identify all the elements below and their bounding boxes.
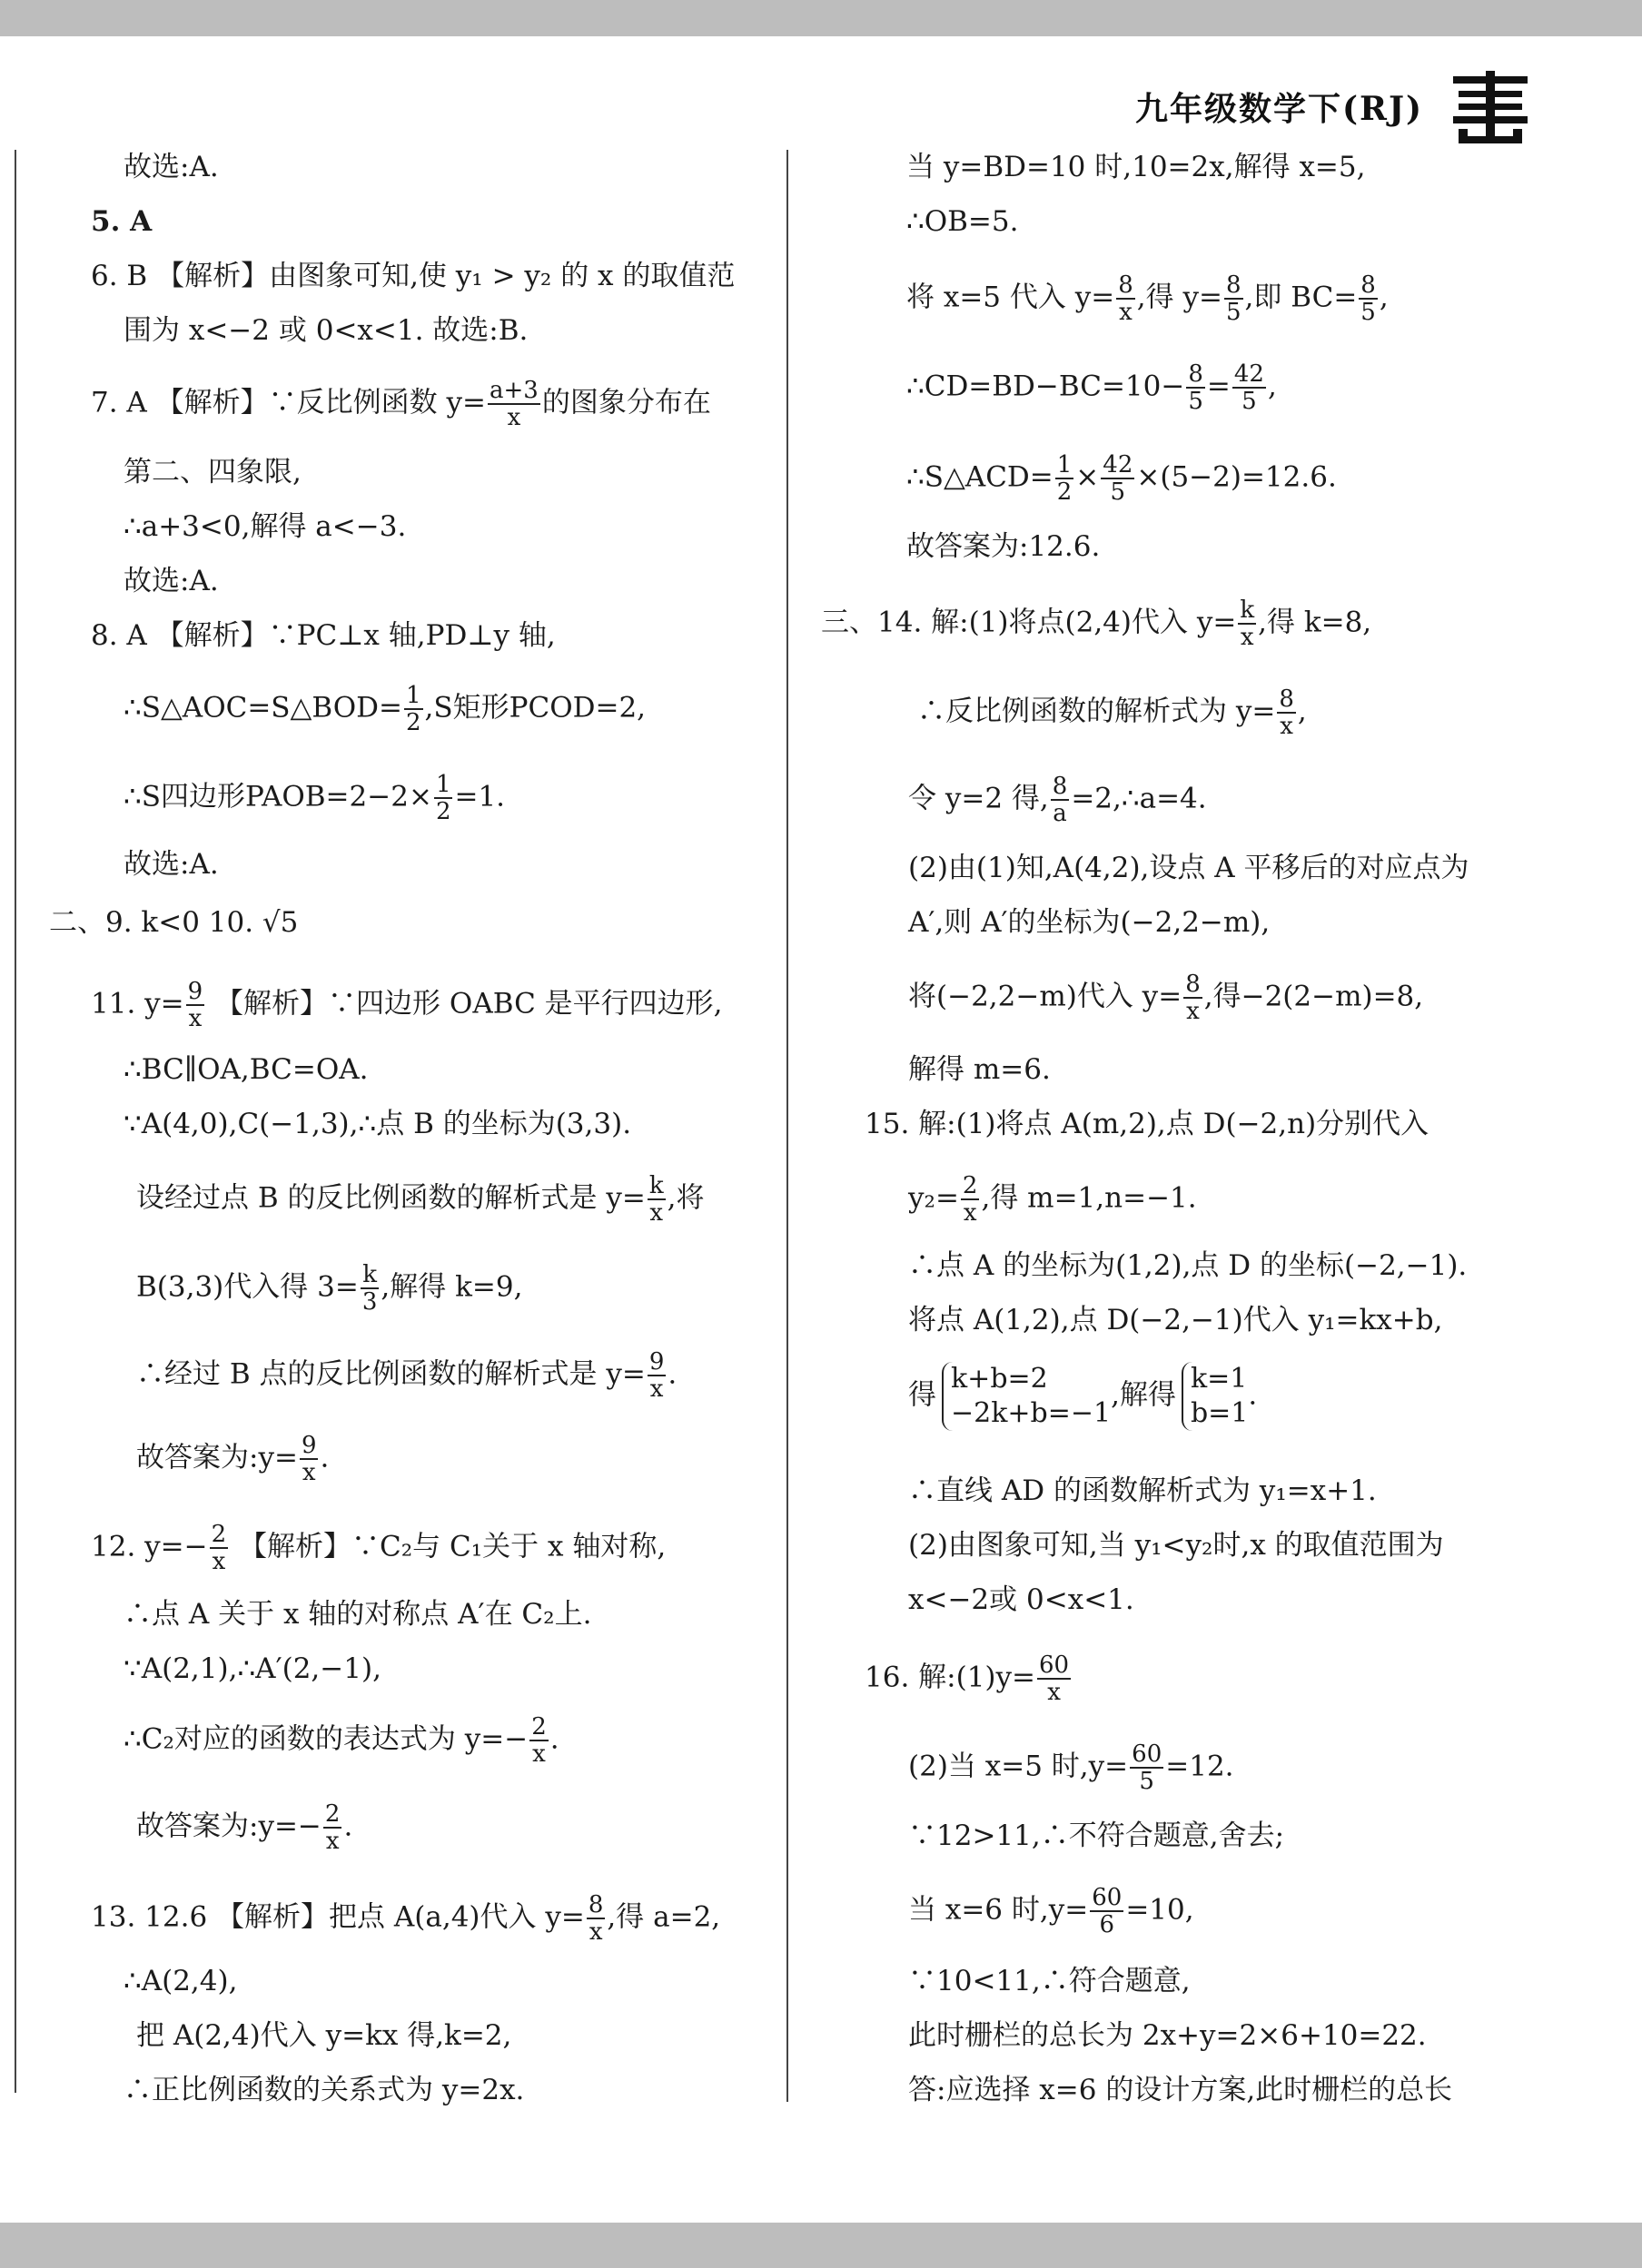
text-line: B(3,3)代入得 3= $\frac{k}{3}$ ,解得 k=9, [136, 1261, 523, 1316]
text-line: ∴C₂对应的函数的表达式为 y=− $\frac{2}{x}$ . [124, 1713, 559, 1768]
answer-13: 13. 12.6 【解析】把点 A(a,4)代入 y= $\frac{8}{x}$ ,得 a=2, [91, 1891, 721, 1946]
text-line: ∴点 A 的坐标为(1,2),点 D 的坐标(−2,−1). [908, 1249, 1468, 1282]
text-line: (2)当 x=5 时,y= $\frac{60}{5}$ =12. [908, 1740, 1234, 1795]
answer-6: 6. B 【解析】由图象可知,使 y₁ > y₂ 的 x 的取值范 [91, 260, 736, 292]
text-line: ∴a+3<0,解得 a<−3. [124, 510, 407, 543]
text-line: y₂= $\frac{2}{x}$ ,得 m=1,n=−1. [908, 1172, 1197, 1227]
fraction: $\frac{a+3}{x}$ [490, 377, 539, 431]
text-line: 故选:A. [124, 565, 219, 597]
text-line: 解得 m=6. [908, 1053, 1051, 1086]
answer-8: 8. A 【解析】∵PC⊥x 轴,PD⊥y 轴, [91, 619, 556, 652]
text-line: 设经过点 B 的反比例函数的解析式是 y= $\frac{k}{x}$ ,将 [136, 1172, 705, 1227]
page-header-title: 九年级数学下(RJ) [1135, 90, 1424, 128]
left-brace: k=1 b=1 [1182, 1362, 1248, 1431]
answer-7: 7. A 【解析】∵反比例函数 y= $\frac{a+3}{x}$ 的图象分布在 [91, 377, 711, 431]
text-line: ∴经过 B 点的反比例函数的解析式是 y= $\frac{9}{x}$ . [136, 1348, 678, 1403]
text-line: ∴直线 AD 的函数解析式为 y₁=x+1. [908, 1474, 1377, 1507]
text-line: ∴S四边形PAOB=2−2× $\frac{1}{2}$ =1. [124, 771, 506, 825]
text-line: 将点 A(1,2),点 D(−2,−1)代入 y₁=kx+b, [908, 1304, 1443, 1336]
text-line: ∴正比例函数的关系式为 y=2x. [124, 2074, 525, 2106]
text-line: ∴点 A 关于 x 轴的对称点 A′在 C₂上. [124, 1598, 592, 1631]
answer-5: 5. A [91, 205, 153, 238]
left-brace: k+b=2 −2k+b=−1 [942, 1362, 1111, 1431]
text-line: 答:应选择 x=6 的设计方案,此时栅栏的总长 [908, 2074, 1453, 2106]
equation-system: 得 k+b=2 −2k+b=−1 ,解得 k=1 b=1 . [908, 1363, 1258, 1429]
text-line: 将 x=5 代入 y= $\frac{8}{x}$ ,得 y= $\frac{8}{5}$ ,即 BC= $\frac{8}{5}$ , [906, 271, 1389, 326]
text-line: 把 A(2,4)代入 y=kx 得,k=2, [136, 2019, 512, 2052]
book-logo-icon [1449, 71, 1531, 143]
column-divider [786, 150, 788, 2102]
text-line: ∴S△ACD= $\frac{1}{2}$ × $\frac{42}{5}$ ×(5−2)=12.6. [906, 451, 1337, 506]
text-line: ∵A(4,0),C(−1,3),∴点 B 的坐标为(3,3). [124, 1108, 632, 1140]
text-line: 将(−2,2−m)代入 y= $\frac{8}{x}$ ,得−2(2−m)=8, [908, 971, 1424, 1025]
text-line: 故选:A. [124, 848, 219, 881]
answer-11: 11. y= $\frac{9}{x}$ 【解析】∵四边形 OABC 是平行四边形, [91, 978, 723, 1032]
text-line: ∵A(2,1),∴A′(2,−1), [124, 1652, 381, 1685]
text-line: ∴OB=5. [906, 205, 1019, 238]
text-line: 当 x=6 时,y= $\frac{60}{6}$ =10, [908, 1884, 1194, 1938]
text-line: 故答案为:12.6. [906, 530, 1101, 563]
text-line: ∴S△AOC=S△BOD= $\frac{1}{2}$ ,S矩形PCOD=2, [124, 682, 647, 736]
text-line: 故答案为:y=− $\frac{2}{x}$ . [136, 1800, 353, 1855]
text-line: ∴A(2,4), [124, 1965, 238, 1997]
text-line: ∴BC∥OA,BC=OA. [124, 1053, 369, 1086]
answer-15: 15. 解:(1)将点 A(m,2),点 D(−2,n)分别代入 [865, 1108, 1429, 1140]
text-line: ∵12>11,∴不符合题意,舍去; [908, 1819, 1285, 1852]
text-line: ∵10<11,∴符合题意, [908, 1965, 1191, 1997]
answer-9-10: 二、9. k<0 10. √5 [49, 906, 299, 939]
text-line: 此时栅栏的总长为 2x+y=2×6+10=22. [908, 2019, 1427, 2052]
text-line: 第二、四象限, [124, 456, 302, 488]
text-line: x<−2或 0<x<1. [908, 1583, 1134, 1616]
text-line: (2)由图象可知,当 y₁<y₂时,x 的取值范围为 [908, 1529, 1444, 1562]
text-line: ∴CD=BD−BC=10− $\frac{8}{5}$ = $\frac{42}{5}$ , [906, 360, 1277, 415]
text-line: 故答案为:y= $\frac{9}{x}$ . [136, 1432, 330, 1486]
top-band [0, 0, 1642, 36]
bottom-band [0, 2223, 1642, 2268]
text-line: ∴反比例函数的解析式为 y= $\frac{8}{x}$ , [917, 685, 1307, 740]
text-line: 围为 x<−2 或 0<x<1. 故选:B. [124, 314, 529, 347]
text-line: (2)由(1)知,A(4,2),设点 A 平移后的对应点为 [908, 852, 1469, 884]
text-line: A′,则 A′的坐标为(−2,2−m), [908, 906, 1271, 939]
text-line: 令 y=2 得, $\frac{8}{a}$ =2,∴a=4. [908, 773, 1207, 827]
answer-16: 16. 解:(1)y= $\frac{60}{x}$ [865, 1652, 1070, 1706]
answer-14: 三、14. 解:(1)将点(2,4)代入 y= $\frac{k}{x}$ ,得 k=8, [821, 597, 1372, 651]
text-line: 当 y=BD=10 时,10=2x,解得 x=5, [906, 151, 1366, 183]
answer-12: 12. y=− $\frac{2}{x}$ 【解析】∵C₂与 C₁关于 x 轴对称, [91, 1521, 667, 1575]
text-line: 故选:A. [124, 151, 219, 183]
left-margin-line [15, 150, 16, 2093]
